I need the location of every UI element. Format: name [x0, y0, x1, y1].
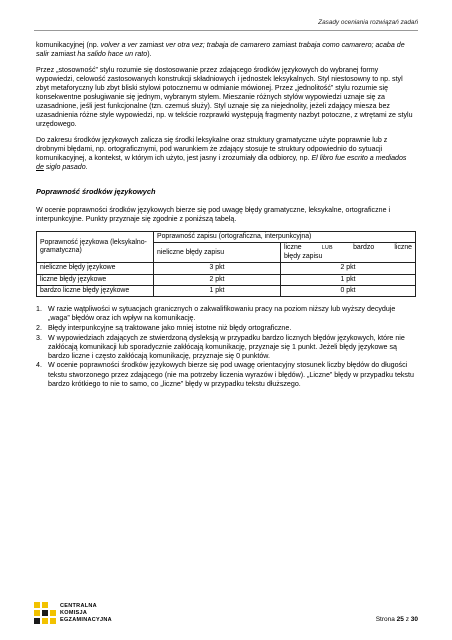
- grading-table: [36, 231, 416, 297]
- logo-text-line: CENTRALNA: [60, 603, 97, 609]
- column-header-many-errors: [281, 243, 416, 263]
- score-cell: 1 pkt: [281, 274, 416, 285]
- example-phrase: volver a ver: [100, 41, 138, 49]
- page-label: Strona: [375, 616, 397, 623]
- text-run: zamiast: [137, 41, 166, 49]
- page-content: [36, 41, 416, 389]
- page-number: [376, 616, 418, 623]
- list-text: Błędy interpunkcyjne są traktowane jako mniej istotne niż błędy ortograficzne.: [48, 324, 292, 333]
- list-text: W wypowiedziach zdających ze stwierdzoną dysleksją w przypadku bardzo licznych błędów językowych, które nie zakłócają komunikacji lub sporadycznie zakłócają komunikację, przyznaje się 1 punkt. Jeżeli błędy językowe są bardzo liczne i często zakłócają komunikację, przyznaje się 0 punktów.: [48, 333, 405, 360]
- column-header-few-errors: nieliczne błędy zapisu: [154, 243, 281, 263]
- table-row: [37, 274, 416, 285]
- table-row: [37, 263, 416, 274]
- column-header-line: [284, 244, 412, 252]
- column-group-header: Poprawność zapisu (ortograficzna, interpunkcyjna): [154, 231, 416, 242]
- logo-text-line: EGZAMINACYJNA: [60, 617, 112, 623]
- example-phrase: ha salido hace un rato: [77, 50, 148, 59]
- language-means-paragraph: [36, 136, 416, 172]
- row-label: bardzo liczne błędy językowe: [37, 285, 154, 296]
- cke-logo-mark-icon: [34, 602, 56, 624]
- list-number: 1.: [36, 305, 42, 314]
- score-cell: 2 pkt: [154, 274, 281, 285]
- score-cell: 0 pkt: [281, 285, 416, 296]
- score-cell: 3 pkt: [154, 263, 281, 274]
- intro-paragraph-1: [36, 41, 416, 59]
- list-number: 2.: [36, 324, 42, 333]
- list-item: [36, 361, 416, 388]
- cke-logo: [34, 602, 154, 628]
- example-sentence: El libro fue escrito a mediados: [311, 154, 407, 163]
- text-run: Do zakresu środków językowych zalicza się środki leksykalne oraz struktury gramatyczne użyte poprawnie lub z drobnymi błędami, np. ortograficznymi, pod warunkiem że zdający stosuje te struktury odpowiednio do sytuacji komunikacyjnej, a kontekst, w którym ich użyto, jest jasny i zrozumiały dla odbiorcy, np.: [36, 135, 388, 163]
- example-sentence-end: siglo pasado.: [43, 163, 88, 172]
- example-phrase: ver otra vez; trabaja de camarero: [165, 41, 271, 49]
- row-header-cell: Poprawność językowa (leksykalno-gramatyczna): [37, 231, 154, 262]
- example-underlined-word: de: [36, 163, 44, 172]
- page-total: 30: [410, 616, 418, 623]
- row-label: liczne błędy językowe: [37, 274, 154, 285]
- list-number: 4.: [36, 361, 42, 370]
- page-footer: [34, 602, 418, 630]
- row-label: nieliczne błędy językowe: [37, 263, 154, 274]
- list-item: [36, 324, 416, 333]
- page-current: 25: [396, 616, 404, 623]
- notes-list: [36, 305, 416, 388]
- table-row: [37, 285, 416, 296]
- running-head: Zasady oceniania rozwiązań zadań: [318, 19, 418, 26]
- section-intro: W ocenie poprawności środków językowych bierze się pod uwagę błędy gramatyczne, leksykalne, ortograficzne i interpunkcyjne. Punkty przyznaje się zgodnie z poniższą tabelą.: [36, 206, 391, 224]
- small-caps-or: LUB: [321, 245, 333, 252]
- logo-text-line: KOMISJA: [60, 610, 88, 616]
- list-item: [36, 334, 416, 361]
- list-number: 3.: [36, 333, 42, 342]
- score-cell: 2 pkt: [281, 263, 416, 274]
- list-item: [36, 305, 416, 323]
- table-header-row: [37, 231, 416, 242]
- text-run: bardzo liczne: [332, 244, 412, 252]
- list-text: W ocenie poprawności środków językowych bierze się pod uwagę orientacyjny stosunek liczby błędów do długości tekstu stworzonego przez zdającego (nie ma potrzeby liczenia wyrazów i błędów). „Liczne” błędy w przypadku tekstu bardzo krótkiego to nie to samo, co „liczne” błędy w przypadku tekstu dłuższego.: [48, 361, 414, 388]
- section-title: Poprawność środków językowych: [36, 187, 156, 197]
- style-paragraph: Przez „stosowność” stylu rozumie się dostosowanie przez zdającego środków językowych do wybranej formy wypowiedzi, celowość zastosowanych konstrukcji składniowych i jednostek leksykalnych. Styl niestosowny to np. styl zbyt metaforyczny lub zbyt bliski stylowi potocznemu w odmianie mówionej. Przez „jednolitość” stylu rozumie się konsekwentne posługiwanie się jednym, wybranym stylem. Mieszanie różnych stylów wypowiedzi uznaje się za uzasadnione, jeśli jest funkcjonalne (tzn. czemuś służy). Styl uznaje się za niejednolity, jeżeli zdający miesza bez uzasadnienia różne style wypowiedzi, np. w tekście rozprawki występują fragmenty nazbyt potoczne, z wtrętami ze stylu urzędowego.: [36, 65, 413, 129]
- header-rule: [34, 30, 418, 31]
- example-phrase: trabaja como camarero; acaba de salir: [36, 41, 405, 59]
- list-text: W razie wątpliwości w sytuacjach granicznych o zakwalifikowaniu pracy na poziom niższy lub wyższy decyduje „waga” błędów oraz ich wpływ na komunikację.: [48, 305, 396, 323]
- text-run: zamiast: [49, 50, 78, 59]
- text-run: zamiast: [270, 41, 299, 49]
- page-separator: z: [403, 616, 411, 623]
- score-cell: 1 pkt: [154, 285, 281, 296]
- text-run: ).: [147, 50, 152, 59]
- column-header-line: błędy zapisu: [284, 252, 323, 260]
- text-run: liczne: [284, 244, 322, 252]
- text-run: komunikacyjnej (np.: [36, 41, 101, 49]
